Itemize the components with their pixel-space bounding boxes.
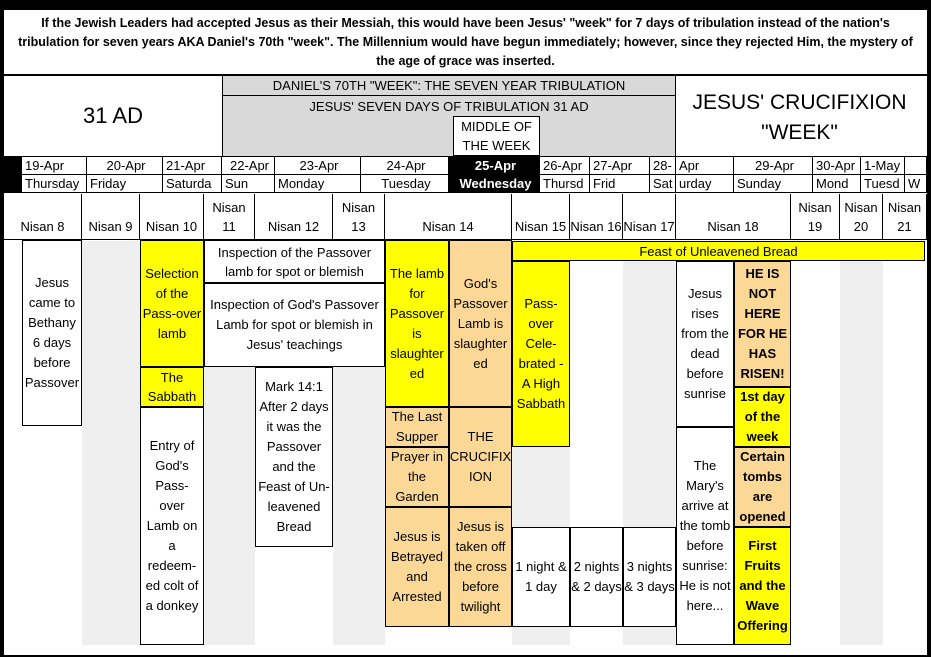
event-betrayed: Jesus is Betrayed and Arrested (385, 507, 449, 627)
event-entry: Entry of God's Pass-over Lamb on a redeem-ed colt of a donkey (140, 407, 204, 645)
event-bethany: Jesus came to Bethany 6 days before Passover (22, 240, 82, 426)
event-mark-14-1: Mark 14:1 After 2 days it was the Passover and the Feast of Un-leavened Bread (255, 367, 333, 547)
jesus-seven-days: JESUS' SEVEN DAYS OF TRIBULATION 31 AD (309, 98, 589, 114)
weekday-cell: Tuesd (861, 175, 905, 193)
event-inspection-gods-lamb: Inspection of God's Passover Lamb for spot or blemish in Jesus' teachings (204, 283, 385, 367)
body-column (791, 241, 840, 645)
event-lamb-slaughtered: The lamb for Passover is slaughter ed (385, 240, 449, 407)
event-3-nights: 3 nights & 3 days (623, 527, 676, 627)
date-cell: 27-Apr (590, 157, 650, 175)
date-cell: 24-Apr (361, 157, 449, 175)
event-inspection-lamb: Inspection of the Passover lamb for spot or blemish (204, 240, 385, 283)
body-column (82, 241, 140, 645)
event-passover-celebrated: Pass-over Cele-brated - A High Sabbath (512, 261, 570, 447)
date-cell: 20-Apr (87, 157, 163, 175)
weekday-cell: Frid (590, 175, 650, 193)
weekday-cell: Saturda (163, 175, 222, 193)
date-row-left-edge (4, 156, 22, 193)
date-cell: 28- (650, 157, 676, 175)
nisan-cell: Nisan 21 (883, 194, 927, 240)
event-he-is-risen: HE IS NOT HERE FOR HE HAS RISEN! (734, 261, 791, 387)
nisan-cell: Nisan 15 (512, 194, 570, 240)
event-selection: Selection of the Pass-over lamb (140, 240, 204, 367)
event-tombs-opened: Certain tombs are opened (734, 447, 791, 527)
nisan-cell: Nisan 17 (623, 194, 676, 240)
weekday-cell: Sat (650, 175, 676, 193)
event-last-supper: The Last Supper (385, 407, 449, 447)
nisan-cell: Nisan 8 (4, 194, 82, 240)
event-2-nights: 2 nights & 2 days (570, 527, 623, 627)
date-cell: Apr (676, 157, 734, 175)
date-cell (905, 157, 927, 175)
event-jesus-rises: Jesus rises from the dead before sunrise (676, 261, 734, 427)
weekday-cell: Sun (222, 175, 275, 193)
daniel-70th-week: DANIEL'S 70TH "WEEK": THE SEVEN YEAR TRIBULATION (222, 76, 676, 96)
weekday-cell: Friday (87, 175, 163, 193)
event-marys-arrive: The Mary's arrive at the tomb before sunrise: He is not here... (676, 427, 734, 645)
nisan-cell: Nisan 19 (791, 194, 840, 240)
nisan-cell: Nisan 13 (333, 194, 385, 240)
year-label: 31 AD (83, 103, 143, 128)
nisan-cell: Nisan 16 (570, 194, 623, 240)
weekday-cell: Thursday (22, 175, 87, 193)
event-gods-lamb-slaughtered: God's Passover Lamb is slaughter ed (449, 240, 512, 407)
weekday-cell: Monday (275, 175, 361, 193)
nisan-cell: Nisan 9 (82, 194, 140, 240)
nisan-cell: Nisan 12 (255, 194, 333, 240)
body-column (883, 241, 927, 645)
date-cell: 30-Apr (813, 157, 861, 175)
crucifixion-week-title: JESUS' CRUCIFIXION "WEEK" (692, 91, 907, 144)
event-crucifixion: THE CRUCIFIX ION (449, 407, 512, 507)
weekday-cell: Sunday (734, 175, 813, 193)
date-cell: 21-Apr (163, 157, 222, 175)
event-taken-off-cross: Jesus is taken off the cross before twilight (449, 507, 512, 627)
event-sabbath: The Sabbath (140, 367, 204, 407)
body-column (840, 241, 883, 645)
event-prayer-garden: Prayer in the Garden (385, 447, 449, 507)
nisan-cell: Nisan 20 (840, 194, 883, 240)
date-cell: 25-Apr (449, 157, 540, 175)
event-first-day: 1st day of the week (734, 387, 791, 447)
date-cell: 26-Apr (540, 157, 590, 175)
nisan-cell: Nisan 18 (676, 194, 791, 240)
middle-of-week: MIDDLE OF THE WEEK (453, 116, 540, 156)
weekday-cell: Mond (813, 175, 861, 193)
weekday-cell: urday (676, 175, 734, 193)
weekday-cell: Tuesday (361, 175, 449, 193)
event-first-fruits: First Fruits and the Wave Offering (734, 527, 791, 645)
date-cell: 23-Apr (275, 157, 361, 175)
date-cell: 22-Apr (222, 157, 275, 175)
event-feast-unleavened: Feast of Unleavened Bread (512, 241, 925, 261)
event-1-night: 1 night & 1 day (512, 527, 570, 627)
date-cell: 19-Apr (22, 157, 87, 175)
weekday-cell: Thursd (540, 175, 590, 193)
nisan-cell: Nisan 11 (204, 194, 255, 240)
weekday-cell: W (905, 175, 927, 193)
intro-text: If the Jewish Leaders had accepted Jesus as their Messiah, this would have been Jesus' "week" for 7 days of tribulation instead of the nation's tribulation for seven years AKA Daniel's 70th "week". The Millennium would have begun immediately; however, since they rejected Him, the mystery of the age of grace was inserted. (18, 16, 913, 68)
weekday-cell: Wednesday (449, 175, 540, 193)
nisan-cell: Nisan 14 (385, 194, 512, 240)
date-cell: 1-May (861, 157, 905, 175)
nisan-cell: Nisan 10 (140, 194, 204, 240)
date-cell: 29-Apr (734, 157, 813, 175)
